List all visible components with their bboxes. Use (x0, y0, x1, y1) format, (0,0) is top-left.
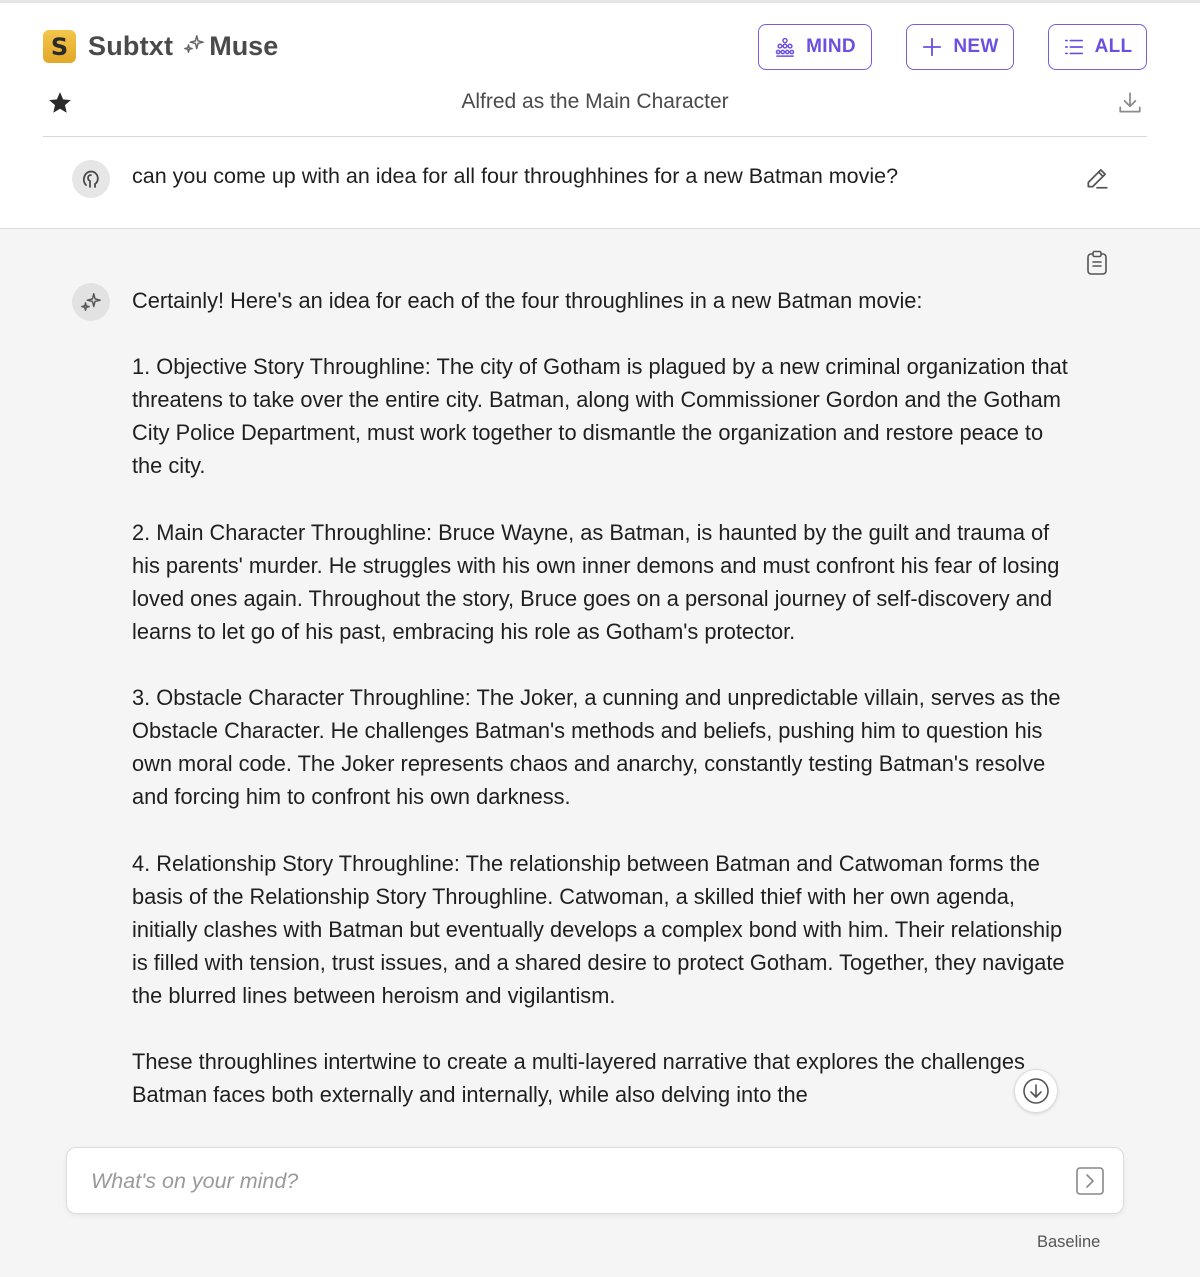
logo-badge-icon: S (43, 30, 76, 63)
assistant-response-panel (0, 228, 1200, 1277)
conversation-title: Alfred as the Main Character (461, 90, 729, 113)
response-point-3: 3. Obstacle Character Throughline: The Joker, a cunning and unpredictable villain, serves as the Obstacle Character. He challenges Batman's methods and beliefs, pushing him to question his own moral code. The Joker represents chaos and anarchy, constantly testing Batman's resolve and forcing him to confront his own darkness. (132, 685, 1061, 810)
new-button[interactable] (906, 24, 1014, 70)
user-avatar (72, 160, 110, 198)
response-intro: Certainly! Here's an idea for each of the four throughlines in a new Batman movie: (132, 288, 923, 313)
mind-button-label: MIND (806, 36, 856, 57)
response-point-4: 4. Relationship Story Throughline: The relationship between Batman and Catwoman forms the basis of the Relationship Story Throughline. Catwoman, a skilled thief with her own agenda, initially clashes with Batman but eventually develops a complex bond with him. Their relationship is filled with tension, trust issues, and a shared desire to protect Gotham. Together, they navigate the blurred lines between heroism and vigilantism. (132, 850, 1065, 1008)
response-point-1: 1. Objective Story Throughline: The city of Gotham is plagued by a new criminal organization that threatens to take over the entire city. Batman, along with Commissioner Gordon and the Gotham City Police Department, must work together to dismantle the organization and restore peace to the city. (132, 354, 1068, 479)
brand-logo[interactable] (43, 30, 278, 63)
message-input[interactable] (91, 1162, 1051, 1200)
response-closing: These throughlines intertwine to create a multi-layered narrative that explores the challenges Batman faces both externally and internally, while also delving into the (132, 1049, 1025, 1108)
composer (66, 1147, 1124, 1214)
response-point-2: 2. Main Character Throughline: Bruce Wayne, as Batman, is haunted by the guilt and trauma of his parents' murder. He struggles with his own inner demons and must confront his fear of losing loved ones again. Throughout the story, Bruce goes on a personal journey of self-discovery and learns to let go of his past, embracing his role as Gotham's protector. (132, 519, 1060, 644)
all-button[interactable] (1048, 24, 1147, 70)
plus-icon (921, 36, 943, 58)
mind-button[interactable] (758, 24, 872, 70)
pencil-icon[interactable] (1084, 165, 1110, 191)
assistant-avatar (72, 283, 110, 321)
sparkle-icon (183, 33, 205, 61)
send-icon[interactable] (1075, 1166, 1105, 1196)
list-icon (1063, 36, 1085, 58)
people-group-icon (774, 36, 796, 58)
arrow-down-circle-icon (1021, 1076, 1051, 1106)
new-button-label: NEW (953, 36, 999, 57)
user-message: can you come up with an idea for all four throughhines for a new Batman movie? (132, 164, 899, 188)
clipboard-icon[interactable] (1086, 250, 1108, 276)
sparkle-icon (80, 291, 102, 313)
user-avatar-icon (79, 167, 103, 191)
top-border (0, 0, 1200, 3)
header-divider (43, 136, 1147, 137)
download-icon[interactable] (1117, 90, 1143, 116)
assistant-message (132, 284, 1077, 1144)
brand-product: Muse (209, 31, 279, 61)
model-label[interactable]: Baseline (1037, 1233, 1101, 1251)
scroll-to-bottom-button[interactable] (1014, 1069, 1058, 1113)
brand-name: Subtxt (88, 31, 174, 61)
all-button-label: ALL (1094, 36, 1133, 57)
